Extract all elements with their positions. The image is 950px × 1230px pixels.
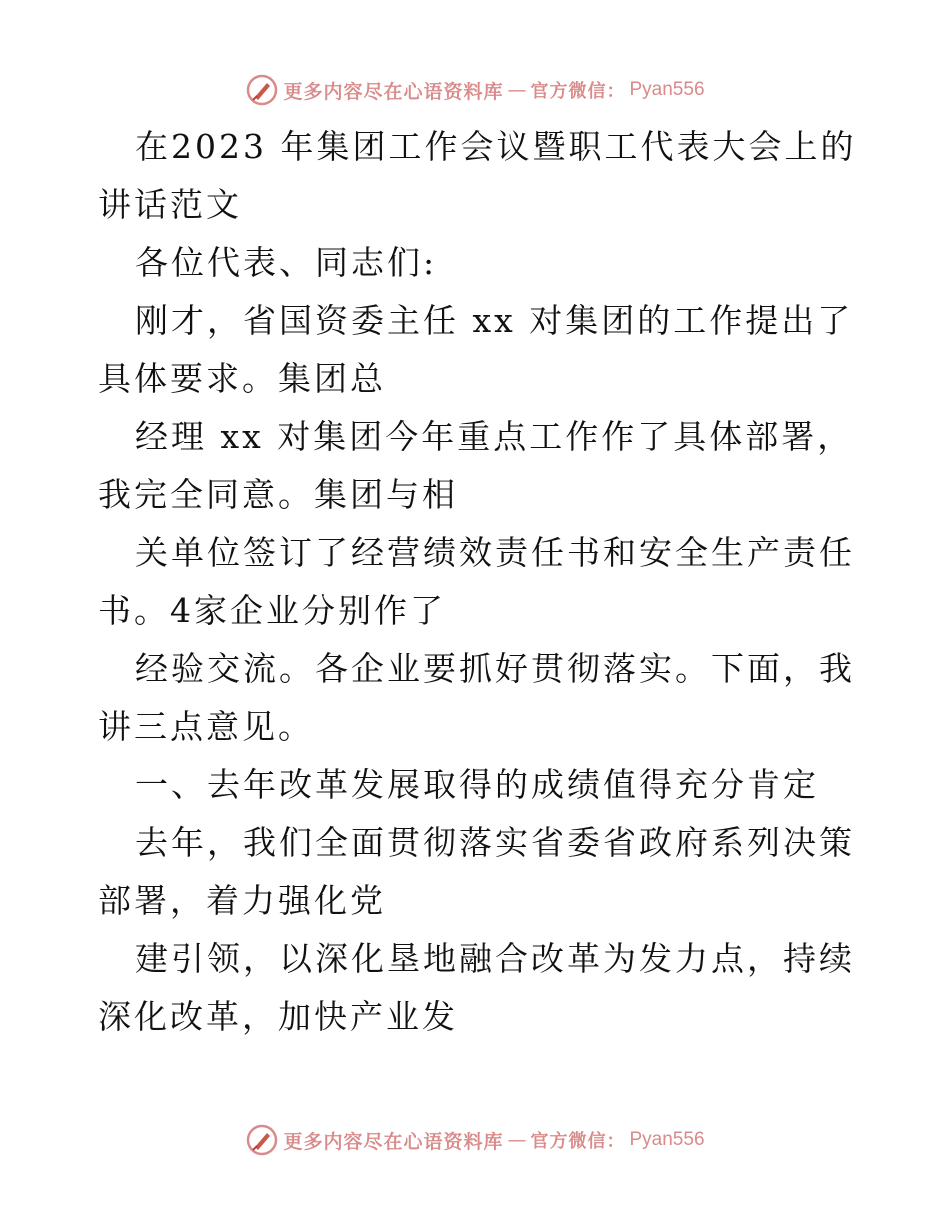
document-body <box>98 118 858 1046</box>
quill-logo-icon <box>245 1123 279 1157</box>
watermark-dash: — <box>507 79 527 101</box>
body-paragraph: 刚才，省国资委主任 xx 对集团的工作提出了具体要求。集团总 <box>98 301 854 398</box>
watermark-wechat-id: Pyan556 <box>629 1129 705 1150</box>
document-title: 在2023 年集团工作会议暨职工代表大会上的讲话范文 <box>98 127 857 224</box>
salutation: 各位代表、同志们: <box>135 243 438 282</box>
watermark-label: 官方微信： <box>530 1131 626 1152</box>
body-paragraph: 去年，我们全面贯彻落实省委省政府系列决策部署，着力强化党 <box>98 823 855 920</box>
body-paragraph: 经验交流。各企业要抓好贯彻落实。下面，我讲三点意见。 <box>98 649 855 746</box>
body-paragraph: 建引领，以深化垦地融合改革为发力点，持续深化改革，加快产业发 <box>98 939 855 1036</box>
footer-watermark <box>0 1120 950 1160</box>
watermark-dash: — <box>507 1129 527 1151</box>
header-watermark <box>0 70 950 110</box>
watermark-wechat-id: Pyan556 <box>629 79 705 100</box>
body-paragraph: 经理 xx 对集团今年重点工作作了具体部署，我完全同意。集团与相 <box>98 417 854 514</box>
watermark-site-text: 更多内容尽在心语资料库 <box>283 1130 504 1153</box>
quill-logo-icon <box>245 73 279 107</box>
body-paragraph: 关单位签订了经营绩效责任书和安全生产责任书。4家企业分别作了 <box>98 533 855 630</box>
watermark-label: 官方微信： <box>530 81 626 102</box>
watermark-site-text: 更多内容尽在心语资料库 <box>283 80 504 103</box>
section-heading: 一、去年改革发展取得的成绩值得充分肯定 <box>135 765 819 804</box>
